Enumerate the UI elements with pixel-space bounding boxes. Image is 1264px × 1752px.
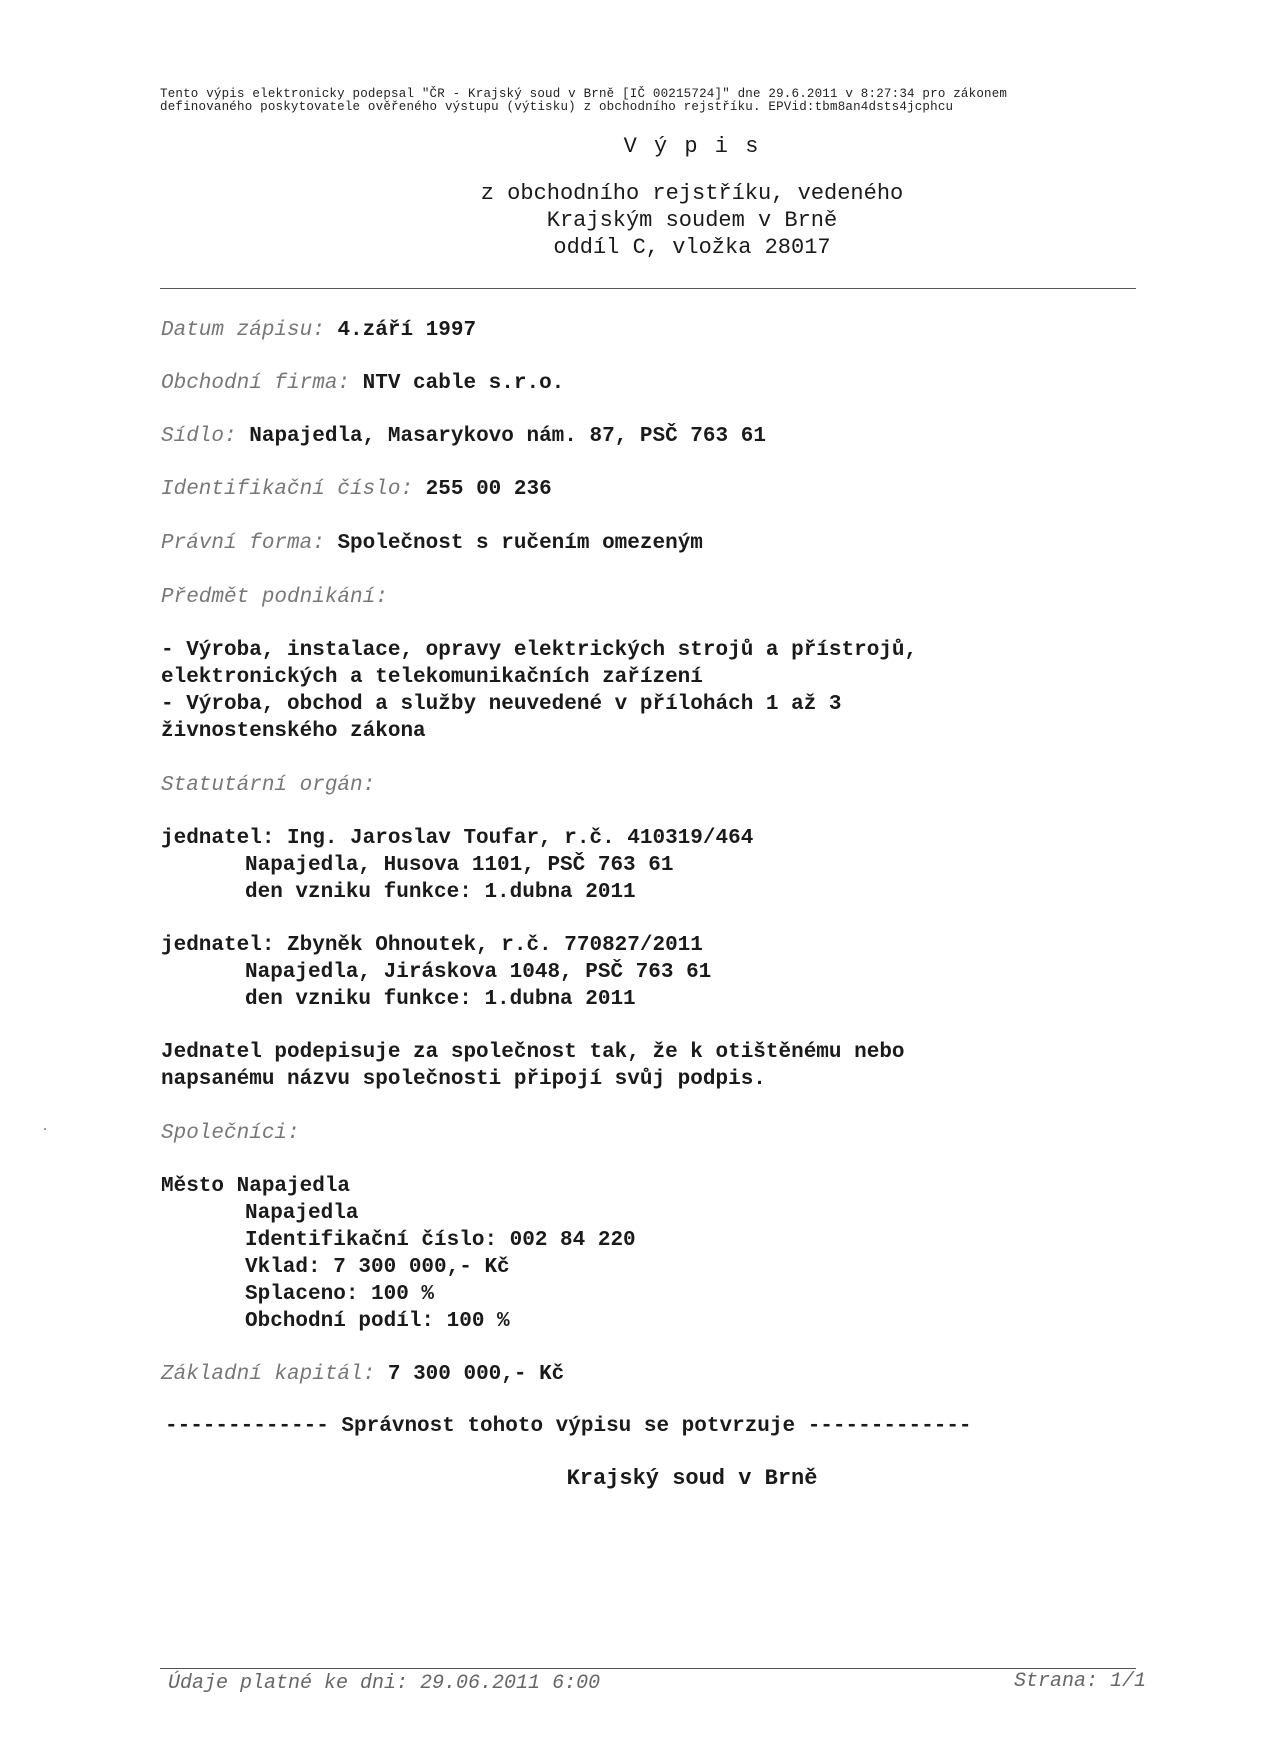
predmet-line: - Výroba, instalace, opravy elektrických strojů a přístrojů, [161,639,918,662]
predmet-line: - Výroba, obchod a služby neuvedené v přílohách 1 až 3 [161,693,842,716]
identifikacni-cislo-label: Identifikační číslo: [161,478,414,501]
footer-divider [160,1668,1136,1669]
predmet-podnikani-label: Předmět podnikání: [161,586,388,609]
jednatel-2-name: jednatel: Zbyněk Ohnoutek, r.č. 770827/2011 [161,934,703,957]
obchodni-firma-label: Obchodní firma: [161,372,351,395]
sidlo-label: Sídlo: [161,425,237,448]
zakladni-kapital-label: Základní kapitál: [161,1363,376,1386]
podepisovani-line: napsanému názvu společnosti připojí svůj podpis. [161,1068,766,1091]
pravni-forma-row [161,530,703,558]
court-name-text: Krajský soud v Brně [566,1466,818,1491]
subheading-line-1: z obchodního rejstříku, vedeného [480,181,904,206]
spolecnik-detail: Identifikační číslo: 002 84 220 [245,1229,636,1252]
signature-line-1: Tento výpis elektronicky podepsal "ČR - Krajský soud v Brně [IČ 00215724]" dne 29.6.2011 v 8:27:34 pro zákonem [160,87,1008,101]
footer-valid-date: Údaje platné ke dni: 29.06.2011 6:00 [168,1672,601,1695]
document-subheading [0,180,1264,261]
signature-line-2: definovaného poskytovatele ověřeného výstupu (výtisku) z obchodního rejstříku. EPVid:tbm8an4dsts4jcphcu [160,100,954,114]
scan-speck [44,1128,46,1130]
document-title-text: V ý p i s [623,134,761,159]
header-divider [160,288,1136,289]
footer-page-number: Strana: 1/1 [1013,1670,1146,1693]
predmet-line: elektronických a telekomunikačních zařízení [161,666,703,689]
electronic-signature-note [160,88,1120,114]
identifikacni-cislo-row [161,476,552,504]
sidlo-value: Napajedla, Masarykovo nám. 87, PSČ 763 61 [249,425,766,448]
jednatel-1-name: jednatel: Ing. Jaroslav Toufar, r.č. 410319/464 [161,827,754,850]
zakladni-kapital-row [161,1361,564,1389]
identifikacni-cislo-value: 255 00 236 [425,478,552,501]
spolecnik-detail: Vklad: 7 300 000,- Kč [245,1256,510,1279]
jednatel-1-address: Napajedla, Husova 1101, PSČ 763 61 [245,854,674,877]
spolecnik-detail: Splaceno: 100 % [245,1283,435,1306]
zakladni-kapital-value: 7 300 000,- Kč [387,1363,565,1386]
podepisovani-line: Jednatel podepisuje za společnost tak, že k otištěnému nebo [161,1041,905,1064]
statutarni-organ-label: Statutární orgán: [161,774,376,797]
datum-zapisu-label: Datum zápisu: [161,319,325,342]
spolecnik-detail: Napajedla [245,1202,359,1225]
document-title [0,134,1264,159]
sidlo-row [161,423,766,451]
obchodni-firma-value: NTV cable s.r.o. [362,372,565,395]
jednatel-2-since: den vzniku funkce: 1.dubna 2011 [245,988,636,1011]
predmet-podnikani-row [161,584,388,612]
spolecnik-name: Město Napajedla [161,1175,351,1198]
jednatel-1-since: den vzniku funkce: 1.dubna 2011 [245,881,636,904]
pravni-forma-label: Právní forma: [161,532,325,555]
subheading-line-3: oddíl C, vložka 28017 [553,235,831,260]
obchodni-firma-row [161,370,564,398]
subheading-line-2: Krajským soudem v Brně [546,208,838,233]
spolecnici-label: Společníci: [161,1122,300,1145]
court-name [0,1465,1264,1492]
spolecnik-detail: Obchodní podíl: 100 % [245,1310,510,1333]
jednatel-2-address: Napajedla, Jiráskova 1048, PSČ 763 61 [245,961,712,984]
datum-zapisu-row [161,317,476,345]
confirmation-line: ------------- Správnost tohoto výpisu se potvrzuje ------------- [165,1415,972,1438]
datum-zapisu-value: 4.září 1997 [337,319,477,342]
pravni-forma-value: Společnost s ručením omezeným [337,532,703,555]
predmet-line: živnostenského zákona [161,720,426,743]
